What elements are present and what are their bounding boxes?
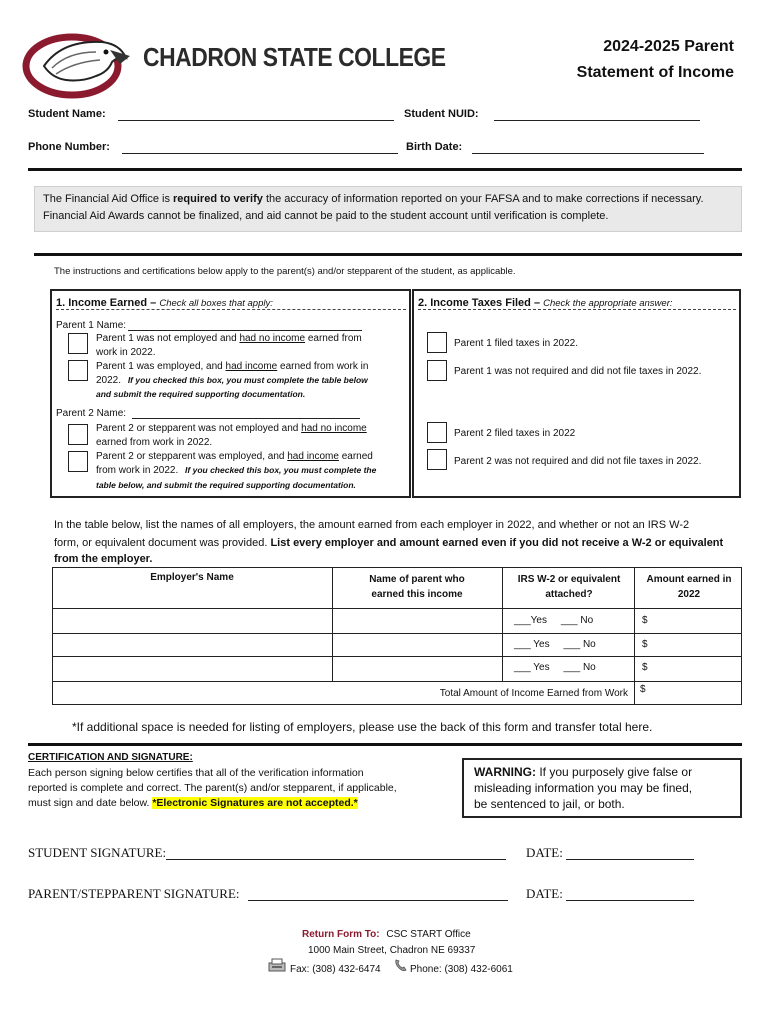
p2-opt2-rest: earned <box>338 451 373 462</box>
student-date-label: DATE: <box>526 845 563 860</box>
p1-opt1-text: Parent 1 was not employed and <box>96 333 240 344</box>
return-form-label: Return Form To: <box>302 929 380 940</box>
parent1-name-label: Parent 1 Name: <box>56 320 127 331</box>
notice-box <box>34 186 742 232</box>
p1-opt2-note2: and submit the required supporting documentation. <box>96 389 306 399</box>
p2-opt2-text: Parent 2 or stepparent was employed, and <box>96 451 288 462</box>
amount-cell[interactable]: $ <box>642 662 648 673</box>
p2-filed-label: Parent 2 filed taxes in 2022 <box>454 428 576 439</box>
p1-not-employed-checkbox[interactable] <box>68 333 88 354</box>
phone-icon <box>394 958 408 972</box>
eagle-icon <box>22 28 134 100</box>
p2-filed-checkbox[interactable] <box>427 422 447 443</box>
fax-icon <box>268 958 286 972</box>
p2-employed-checkbox[interactable] <box>68 451 88 472</box>
warning-line3: be sentenced to jail, or both. <box>474 797 625 811</box>
parent-name-cell[interactable] <box>333 609 502 633</box>
p2-opt2-line2: from work in 2022. <box>96 465 179 476</box>
divider <box>34 253 742 256</box>
employer-name-cell[interactable] <box>53 634 332 656</box>
parent-name-cell[interactable] <box>333 634 502 656</box>
p2-opt2-note: If you checked this box, you must complete the <box>185 465 377 475</box>
p2-opt1-text: Parent 2 or stepparent was not employed and <box>96 423 302 434</box>
p1-filed-checkbox[interactable] <box>427 332 447 353</box>
p1-not-filed-label: Parent 1 was not required and did not file taxes in 2022. <box>454 366 702 377</box>
parent-signature-label: PARENT/STEPPARENT SIGNATURE: <box>28 886 240 901</box>
warning-label: WARNING: <box>474 765 536 779</box>
instructions: The instructions and certifications below apply to the parent(s) and/or stepparent of the student, as applicable. <box>54 266 516 277</box>
amount-cell[interactable]: $ <box>642 615 648 626</box>
parent-date-field[interactable] <box>566 900 694 901</box>
fax-number: Fax: (308) 432-6474 <box>290 964 381 975</box>
college-name: CHADRON STATE COLLEGE <box>143 42 446 72</box>
certification-line2: reported is complete and correct. The parent(s) and/or stepparent, if applicable, <box>28 782 397 794</box>
table-intro-line3: from the employer. <box>54 553 153 565</box>
taxes-filed-heading: 2. Income Taxes Filed – <box>418 297 544 309</box>
p1-opt1-underline: had no income <box>239 333 306 344</box>
student-signature-label: STUDENT SIGNATURE: <box>28 845 167 860</box>
p1-not-filed-checkbox[interactable] <box>427 360 447 381</box>
p1-employed-checkbox[interactable] <box>68 360 88 381</box>
notice-text-rest: the accuracy of information reported on your FAFSA and to make corrections if necessary. <box>262 193 704 205</box>
student-signature-field[interactable] <box>166 859 506 860</box>
student-date-field[interactable] <box>566 859 694 860</box>
header-w2: IRS W-2 or equivalent attached? <box>517 574 621 600</box>
birth-date-field[interactable] <box>472 153 704 154</box>
w2-cell[interactable]: ___ Yes ___ No <box>514 639 596 650</box>
header-parent-name: Name of parent who earned this income <box>369 574 465 600</box>
p2-not-employed-checkbox[interactable] <box>68 424 88 445</box>
p1-filed-label: Parent 1 filed taxes in 2022. <box>454 338 578 349</box>
w2-cell[interactable]: ___ Yes ___ No <box>514 662 596 673</box>
header-amount: Amount earned in 2022 <box>646 574 732 600</box>
employer-name-cell[interactable] <box>53 657 332 681</box>
p1-opt1-line2: work in 2022. <box>96 347 156 358</box>
header-employer-name: Employer's Name <box>150 572 234 583</box>
p2-not-filed-checkbox[interactable] <box>427 449 447 470</box>
additional-space-note: *If additional space is needed for listing of employers, please use the back of this form and transfer total here. <box>72 720 653 734</box>
phone-number: Phone: (308) 432-6061 <box>410 964 513 975</box>
warning-line2: misleading information you may be fined, <box>474 781 693 795</box>
student-name-field[interactable] <box>118 120 394 121</box>
form-title-line1: 2024-2025 Parent <box>603 38 734 55</box>
college-logo <box>22 28 134 100</box>
parent1-name-field[interactable] <box>128 330 362 331</box>
parent2-name-label: Parent 2 Name: <box>56 408 127 419</box>
p2-opt1-underline: had no income <box>301 423 367 434</box>
warning-text: If you purposely give false or <box>536 765 693 779</box>
table-intro-bold: List every employer and amount earned even if you did not receive a W-2 or equivalent <box>270 537 724 549</box>
total-amount-cell[interactable]: $ <box>640 684 646 695</box>
electronic-signature-warning: *Electronic Signatures are not accepted.* <box>152 797 358 809</box>
income-earned-heading: 1. Income Earned – <box>56 297 160 309</box>
student-name-label: Student Name: <box>28 108 106 120</box>
taxes-filed-hint: Check the appropriate answer: <box>543 298 673 309</box>
p1-opt1-rest: earned from <box>305 333 362 344</box>
table-intro-line2: form, or equivalent document was provided. <box>54 537 271 549</box>
birth-date-label: Birth Date: <box>406 141 463 153</box>
certification-heading: CERTIFICATION AND SIGNATURE: <box>28 752 193 763</box>
parent2-name-field[interactable] <box>132 418 360 419</box>
divider <box>28 743 742 746</box>
return-address: 1000 Main Street, Chadron NE 69337 <box>308 945 476 956</box>
table-intro-line1: In the table below, list the names of all employers, the amount earned from each employer in 2022, and whether or not an IRS W-2 <box>54 519 690 531</box>
phone-field[interactable] <box>122 153 398 154</box>
p1-opt2-rest: earned from work in <box>277 361 369 372</box>
notice-text: The Financial Aid Office is <box>43 193 174 205</box>
p2-opt1-line2: earned from work in 2022. <box>96 437 213 448</box>
divider <box>28 168 742 171</box>
p2-opt2-note2: table below, and submit the required supporting documentation. <box>96 480 356 490</box>
amount-cell[interactable]: $ <box>642 639 648 650</box>
parent-date-label: DATE: <box>526 886 563 901</box>
total-label: Total Amount of Income Earned from Work <box>439 688 628 699</box>
p2-opt2-underline: had income <box>287 451 339 462</box>
p1-opt2-note: If you checked this box, you must complete the table below <box>127 375 368 385</box>
p1-opt2-text: Parent 1 was employed, and <box>96 361 226 372</box>
income-earned-hint: Check all boxes that apply: <box>159 298 273 309</box>
return-office: CSC START Office <box>386 929 471 940</box>
w2-cell[interactable]: ___Yes ___ No <box>514 615 594 626</box>
parent-signature-field[interactable] <box>248 900 508 901</box>
student-nuid-label: Student NUID: <box>404 108 479 120</box>
parent-name-cell[interactable] <box>333 657 502 681</box>
certification-line1: Each person signing below certifies that all of the verification information <box>28 767 364 779</box>
p1-opt2-line2: 2022. <box>96 375 122 386</box>
phone-label: Phone Number: <box>28 141 110 153</box>
form-title-line2: Statement of Income <box>576 64 734 81</box>
student-nuid-field[interactable] <box>494 120 700 121</box>
employer-name-cell[interactable] <box>53 609 332 633</box>
p1-opt2-underline: had income <box>225 361 278 372</box>
notice-line2: Financial Aid Awards cannot be finalized, and aid cannot be paid to the student account until verification is complete. <box>43 210 609 222</box>
notice-bold: required to verify <box>173 193 263 205</box>
certification-line3: must sign and date below. <box>28 797 153 809</box>
p2-not-filed-label: Parent 2 was not required and did not file taxes in 2022. <box>454 456 702 467</box>
